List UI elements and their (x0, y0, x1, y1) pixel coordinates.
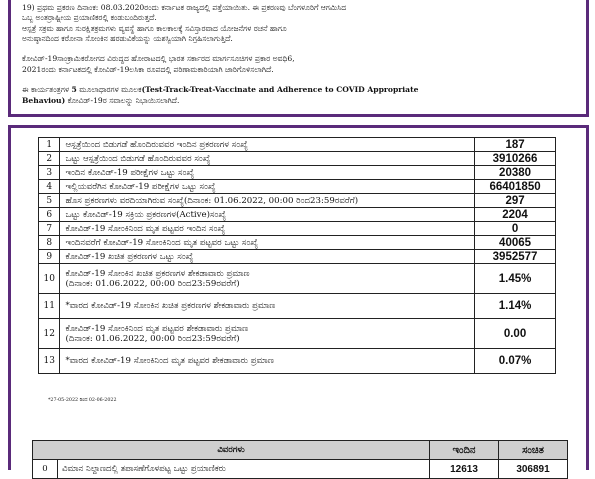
intro-line-8 (22, 96, 578, 106)
header-today: ಇಂದಿನ (430, 441, 499, 460)
row-description: ಆಸ್ಪತ್ರೆಯಿಂದ ಬಿಡುಗಡೆ ಹೊಂದಿರುವವರ ಇಂದಿನ ಪ್ರಕರಣಗಳ ಸಂಖ್ಯೆ (60, 138, 475, 152)
table-row (39, 152, 556, 166)
row-description: *ವಾರದ ಕೋವಿಡ್-19 ಸೋಂಕಿನಿಂದ ಮೃತ ಪಟ್ಟವರ ಶೇಕಡಾವಾರು ಪ್ರಮಾಣ (60, 349, 475, 374)
intro-line-1: 19) ಪ್ರಥಮ ಪ್ರಕರಣ ದಿನಾಂಕ: 08.03.2020ರಂದು ಕರ್ನಾಟಕ ರಾಜ್ಯದಲ್ಲಿ ಪತ್ತೆಯಾಯಿತು. ಈ ಪ್ರಕರಣವು ಬೆಂಗಳೂರಿಗೆ ಆಗಮಿಸಿದ (22, 3, 347, 12)
row-value: 40065 (475, 236, 556, 250)
row-description: ಕೋವಿಡ್-19 ಖಚಿತ ಪ್ರಕರಣಗಳ ಒಟ್ಟು ಸಂಖ್ಯೆ (60, 250, 475, 264)
row-value: 66401850 (475, 180, 556, 194)
table-row (39, 180, 556, 194)
row-description-line2: (ದಿನಾಂಕ: 01.06.2022, 00:00 ರಿಂದ23:59ರವರೆಗೆ) (65, 333, 240, 344)
row-description: ಹೊಸ ಪ್ರಕರಣಗಳು ವರದಿಯಾಗಿರುವ ಸಂಖ್ಯೆ(ದಿನಾಂಕ: 01.06.2022, 00:00 ರಿಂದ23:59ರವರೆಗೆ) (60, 194, 475, 208)
row-value: 187 (475, 138, 556, 152)
details-table (32, 440, 568, 479)
row-value: 3952577 (475, 250, 556, 264)
table-row (39, 236, 556, 250)
intro-line-7 (22, 85, 578, 95)
row-value: 20380 (475, 166, 556, 180)
covid-bulletin-table (38, 137, 556, 374)
row-description: ಇಂದಿನ ಕೋವಿಡ್-19 ಪರೀಕ್ಷೆಗಳ ಒಟ್ಟು ಸಂಖ್ಯೆ (60, 166, 475, 180)
row-number: 6 (39, 208, 60, 222)
row-number: 0 (33, 460, 58, 479)
page-border-right (586, 0, 589, 117)
row-number: 3 (39, 166, 60, 180)
section-border-left (8, 125, 11, 470)
intro-line-6: 2021ರಂದು ಕರ್ನಾಟಕದಲ್ಲಿ ಕೋವಿಡ್-19ಲಸಿಕಾ ರೂಪದಲ್ಲಿ ಪರಿಣಾಮಕಾರಿಯಾಗಿ ಜಾರಿಗೊಳಿಸಲಾಗಿದೆ. (22, 65, 274, 74)
page-border-bottom (8, 114, 589, 117)
intro-line-7-num: 5 (71, 85, 77, 94)
row-number: 4 (39, 180, 60, 194)
table-row (39, 250, 556, 264)
table-row (39, 349, 556, 374)
intro-line-3: ಆಸ್ಪತ್ರೆ ಸಕ್ರಮ ಹಾಗೂ ಸುರಕ್ಷಿತಕ್ರಮಗಳು ವ್ಯವಸ್ಥೆ ಹಾಗೂ ಕಾಲಕಾಲಕ್ಕೆ ಸವಿಸ್ತಾರವಾದ ಯೋಜನೆಗಳ ರಚನೆ ಹಾಗೂ (22, 24, 287, 33)
row-number: 9 (39, 250, 60, 264)
row-description: ಒಟ್ಟು ಆಸ್ಪತ್ರೆಯಿಂದ ಬಿಡುಗಡೆ ಹೊಂದಿರುವವರ ಸಂಖ್ಯೆ (60, 152, 475, 166)
footnote-date-range: *27-05-2022 ರಿಂದ 02-06-2022 (48, 398, 117, 403)
intro-line-7-pre: ಈ ಕಾರ್ಯತಂತ್ರಗಳ (22, 85, 72, 94)
table-row (39, 264, 556, 294)
row-description: *ವಾರದ ಕೋವಿಡ್-19 ಸೋಂಕಿನ ಖಚಿತ ಪ್ರಕರಣಗಳ ಶೇಕಡಾವಾರು ಪ್ರಮಾಣ (60, 294, 475, 319)
table-header-row (33, 441, 568, 460)
table-row (39, 194, 556, 208)
row-number: 12 (39, 319, 60, 349)
row-description (60, 319, 475, 349)
row-number: 13 (39, 349, 60, 374)
intro-line-8-bold: Behaviou) (22, 96, 66, 105)
row-number: 10 (39, 264, 60, 294)
row-value: 3910266 (475, 152, 556, 166)
intro-line-5: ಕೋವಿಡ್-19ಸಾಂಕ್ರಾಮಿಕರೋಗದ ವಿರುದ್ಧದ ಹೋರಾಟದಲ್ಲಿ ಭಾರತ ಸರ್ಕಾರದ ಮಾರ್ಗಸೂಚಿಗಳ ಪ್ರಕಾರ ಅವಧಿ6, (22, 54, 295, 63)
intro-line-8-post: ಕೋವಿಡ್-19ರ ಸವಾಲನ್ನು ನಿಭಾಯಿಸಲಾಗಿದೆ. (65, 96, 180, 105)
row-number: 1 (39, 138, 60, 152)
row-value: 1.45% (475, 264, 556, 294)
section-border-top (8, 125, 589, 128)
row-value: 0 (475, 222, 556, 236)
row-number: 11 (39, 294, 60, 319)
header-cumulative: ಸಂಚಿತ (499, 441, 568, 460)
table-row (33, 460, 568, 479)
row-cumulative-value: 306891 (499, 460, 568, 479)
row-number: 7 (39, 222, 60, 236)
header-details: ವಿವರಗಳು (33, 441, 430, 460)
page-border-left (8, 0, 11, 117)
intro-line-4: ಅನುಷ್ಠಾನದಿಂದ ಕರೋನಾ ಸೋಂಕಿನ ಹರಡುವಿಕೆಯನ್ನು ಯಶಸ್ವಿಯಾಗಿ ನಿಗ್ರಹಿಸಲಾಗುತ್ತಿದೆ. (22, 34, 233, 43)
row-description: ವಿಮಾನ ನಿಲ್ದಾಣದಲ್ಲಿ ತಪಾಸಣೆಗೊಳಪಟ್ಟ ಒಟ್ಟು ಪ್ರಯಾಣಿಕರು (58, 460, 430, 479)
row-description: ಒಟ್ಟು ಕೋವಿಡ್-19 ಸಕ್ರಿಯ ಪ್ರಕರಣಗಳ(Active)ಸಂಖ್ಯೆ (60, 208, 475, 222)
row-today-value: 12613 (430, 460, 499, 479)
table-row (39, 222, 556, 236)
table-row (39, 166, 556, 180)
row-description: ಇಂದಿನವರೆಗೆ ಕೋವಿಡ್-19 ಸೋಂಕಿನಿಂದ ಮೃತ ಪಟ್ಟವರ ಒಟ್ಟು ಸಂಖ್ಯೆ (60, 236, 475, 250)
row-value: 0.00 (475, 319, 556, 349)
intro-line-7-bold: (Test-Track-Treat-Vaccinate and Adherence to COVID Appropriate (141, 85, 419, 94)
intro-line-7-mid: ಮೂಲಾಧಾರಗಳ ಮೂಲಕ (76, 85, 142, 94)
row-description-line2: (ದಿನಾಂಕ: 01.06.2022, 00:00 ರಿಂದ23:59ರವರೆಗೆ) (65, 278, 240, 289)
table-row (39, 319, 556, 349)
row-value: 2204 (475, 208, 556, 222)
row-description: ಇಲ್ಲಿಯವರೆಗಿನ ಕೋವಿಡ್-19 ಪರೀಕ್ಷೆಗಳ ಒಟ್ಟು ಸಂಖ್ಯೆ (60, 180, 475, 194)
intro-line-2: ಒಬ್ಬ ಅಂತರ್ರಾಷ್ಟ್ರೀಯ ಪ್ರಯಾಣಿಕರಲ್ಲಿ ಕಂಡುಬಂದಿರುತ್ತದೆ. (22, 13, 157, 22)
row-number: 8 (39, 236, 60, 250)
row-value: 297 (475, 194, 556, 208)
table-row (39, 138, 556, 152)
table-row (39, 294, 556, 319)
row-value: 0.07% (475, 349, 556, 374)
row-description: ಕೋವಿಡ್-19 ಸೋಂಕಿನಿಂದ ಮೃತ ಪಟ್ಟವರ ಇಂದಿನ ಸಂಖ್ಯೆ (60, 222, 475, 236)
row-description (60, 264, 475, 294)
row-description-line1: ಕೋವಿಡ್-19 ಸೋಂಕಿನಿಂದ ಮೃತ ಪಟ್ಟವರ ಶೇಕಡಾವಾರು ಪ್ರಮಾಣ (65, 323, 249, 334)
row-value: 1.14% (475, 294, 556, 319)
table-row (39, 208, 556, 222)
row-number: 2 (39, 152, 60, 166)
row-number: 5 (39, 194, 60, 208)
row-description-line1: ಕೋವಿಡ್-19 ಸೋಂಕಿನ ಖಚಿತ ಪ್ರಕರಣಗಳ ಶೇಕಡಾವಾರು ಪ್ರಮಾಣ (65, 268, 250, 279)
section-border-right (586, 125, 589, 470)
